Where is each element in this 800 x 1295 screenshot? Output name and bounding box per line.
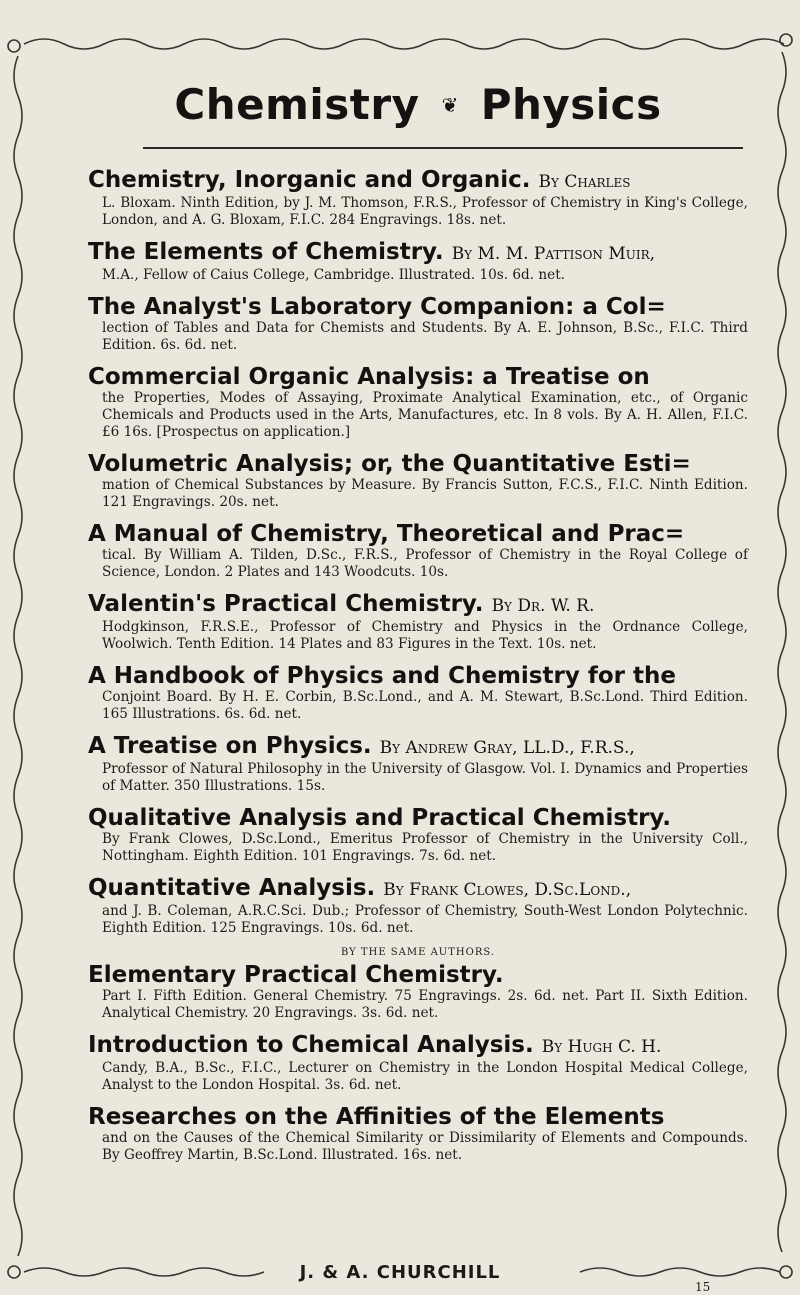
book-description: Hodgkinson, F.R.S.E., Professor of Chemistry and Physics in the Ordnance College, Woolwich. Tenth Edition. 14 Plates and 83 Figures in the Text. 10s. net. [102,619,748,652]
book-entry [88,962,748,1022]
book-description: and J. B. Coleman, A.R.C.Sci. Dub.; Professor of Chemistry, South-West London Polytechnic. Eighth Edition. 125 Engravings. 10s. 6d. net. [102,903,748,936]
book-description: Part I. Fifth Edition. General Chemistry. 75 Engravings. 2s. 6d. net. Part II. Sixth Edition. Analytical Chemistry. 20 Engravings. 3s. 6d. net. [102,988,748,1021]
book-author: By Frank Clowes, D.Sc.Lond., [383,880,632,900]
corner-ornament-icon [780,34,792,46]
book-entry [88,875,748,937]
book-description: tical. By William A. Tilden, D.Sc., F.R.S., Professor of Chemistry in the Royal College of Science, London. 2 Plates and 143 Woodcuts. 10s. [102,547,748,580]
book-description: the Properties, Modes of Assaying, Proximate Analytical Examination, etc., of Organic Chemicals and Products used in the Arts, Manufactures, etc. In 8 vols. By A. H. Allen, F.I.C. £6 16s. [Prospectus on application.] [102,390,748,440]
book-description: L. Bloxam. Ninth Edition, by J. M. Thomson, F.R.S., Professor of Chemistry in King's College, London, and A. G. Bloxam, F.I.C. 284 Engravings. 18s. net. [102,195,748,228]
heading-chemistry: Chemistry [174,80,420,129]
book-author: By Hugh C. H. [541,1037,662,1057]
heading-physics: Physics [480,80,662,129]
book-entry [88,521,748,581]
book-entry [88,1032,748,1094]
book-entry [88,591,748,653]
book-entry [88,239,748,284]
book-title: Introduction to Chemical Analysis. [88,1032,534,1058]
book-title: Volumetric Analysis; or, the Quantitative Esti= [88,451,691,477]
book-entry [88,167,748,229]
book-description: Conjoint Board. By H. E. Corbin, B.Sc.Lond., and A. M. Stewart, B.Sc.Lond. Third Edition. 165 Illustrations. 6s. 6d. net. [102,689,748,722]
book-entry [88,364,748,441]
book-title: The Analyst's Laboratory Companion: a Col= [88,294,666,320]
book-title: Quantitative Analysis. [88,875,376,901]
book-description: lection of Tables and Data for Chemists and Students. By A. E. Johnson, B.Sc., F.I.C. Third Edition. 6s. 6d. net. [102,320,748,353]
book-title: A Treatise on Physics. [88,733,372,759]
book-title: Researches on the Affinities of the Elements [88,1104,665,1130]
book-author: By Dr. W. R. [491,596,595,616]
book-title: Qualitative Analysis and Practical Chemistry. [88,805,672,831]
book-entry [88,451,748,511]
same-authors-note: BY THE SAME AUTHORS. [340,947,496,958]
book-entry [88,294,748,354]
book-entry [88,805,748,865]
book-entry [88,733,748,795]
book-description: and on the Causes of the Chemical Similarity or Dissimilarity of Elements and Compounds. By Geoffrey Martin, B.Sc.Lond. Illustrated. 16s. net. [102,1130,748,1163]
book-entry [88,663,748,723]
book-title: Chemistry, Inorganic and Organic. [88,167,531,193]
book-description: By Frank Clowes, D.Sc.Lond., Emeritus Professor of Chemistry in the University Coll., Nottingham. Eighth Edition. 101 Engravings. 7s. 6d. net. [102,831,748,864]
corner-ornament-icon [8,40,20,52]
book-author: By M. M. Pattison Muir, [451,244,656,264]
book-description: mation of Chemical Substances by Measure. By Francis Sutton, F.C.S., F.I.C. Ninth Edition. 121 Engravings. 20s. net. [102,477,748,510]
book-title: Valentin's Practical Chemistry. [88,591,484,617]
book-title: A Handbook of Physics and Chemistry for the [88,663,676,689]
page-heading [88,80,748,129]
page-number: 15 [695,1280,711,1294]
book-author: By Charles [538,172,631,192]
book-entry [88,1104,748,1164]
book-description: Candy, B.A., B.Sc., F.I.C., Lecturer on Chemistry in the London Hospital Medical College, Analyst to the London Hospital. 3s. 6d. net. [102,1060,748,1093]
book-title: Commercial Organic Analysis: a Treatise on [88,364,650,390]
leaf-ornament-icon: ❦ [441,92,459,117]
book-title: Elementary Practical Chemistry. [88,962,504,988]
book-description: Professor of Natural Philosophy in the University of Glasgow. Vol. I. Dynamics and Properties of Matter. 350 Illustrations. 15s. [102,761,748,794]
publisher-name: J. & A. CHURCHILL [299,1262,501,1283]
book-title: The Elements of Chemistry. [88,239,444,265]
book-description: M.A., Fellow of Caius College, Cambridge. Illustrated. 10s. 6d. net. [102,267,565,283]
book-author: By Andrew Gray, LL.D., F.R.S., [379,738,635,758]
catalogue-page [88,60,748,1174]
heading-rule [143,147,743,149]
book-title: A Manual of Chemistry, Theoretical and Prac= [88,521,685,547]
